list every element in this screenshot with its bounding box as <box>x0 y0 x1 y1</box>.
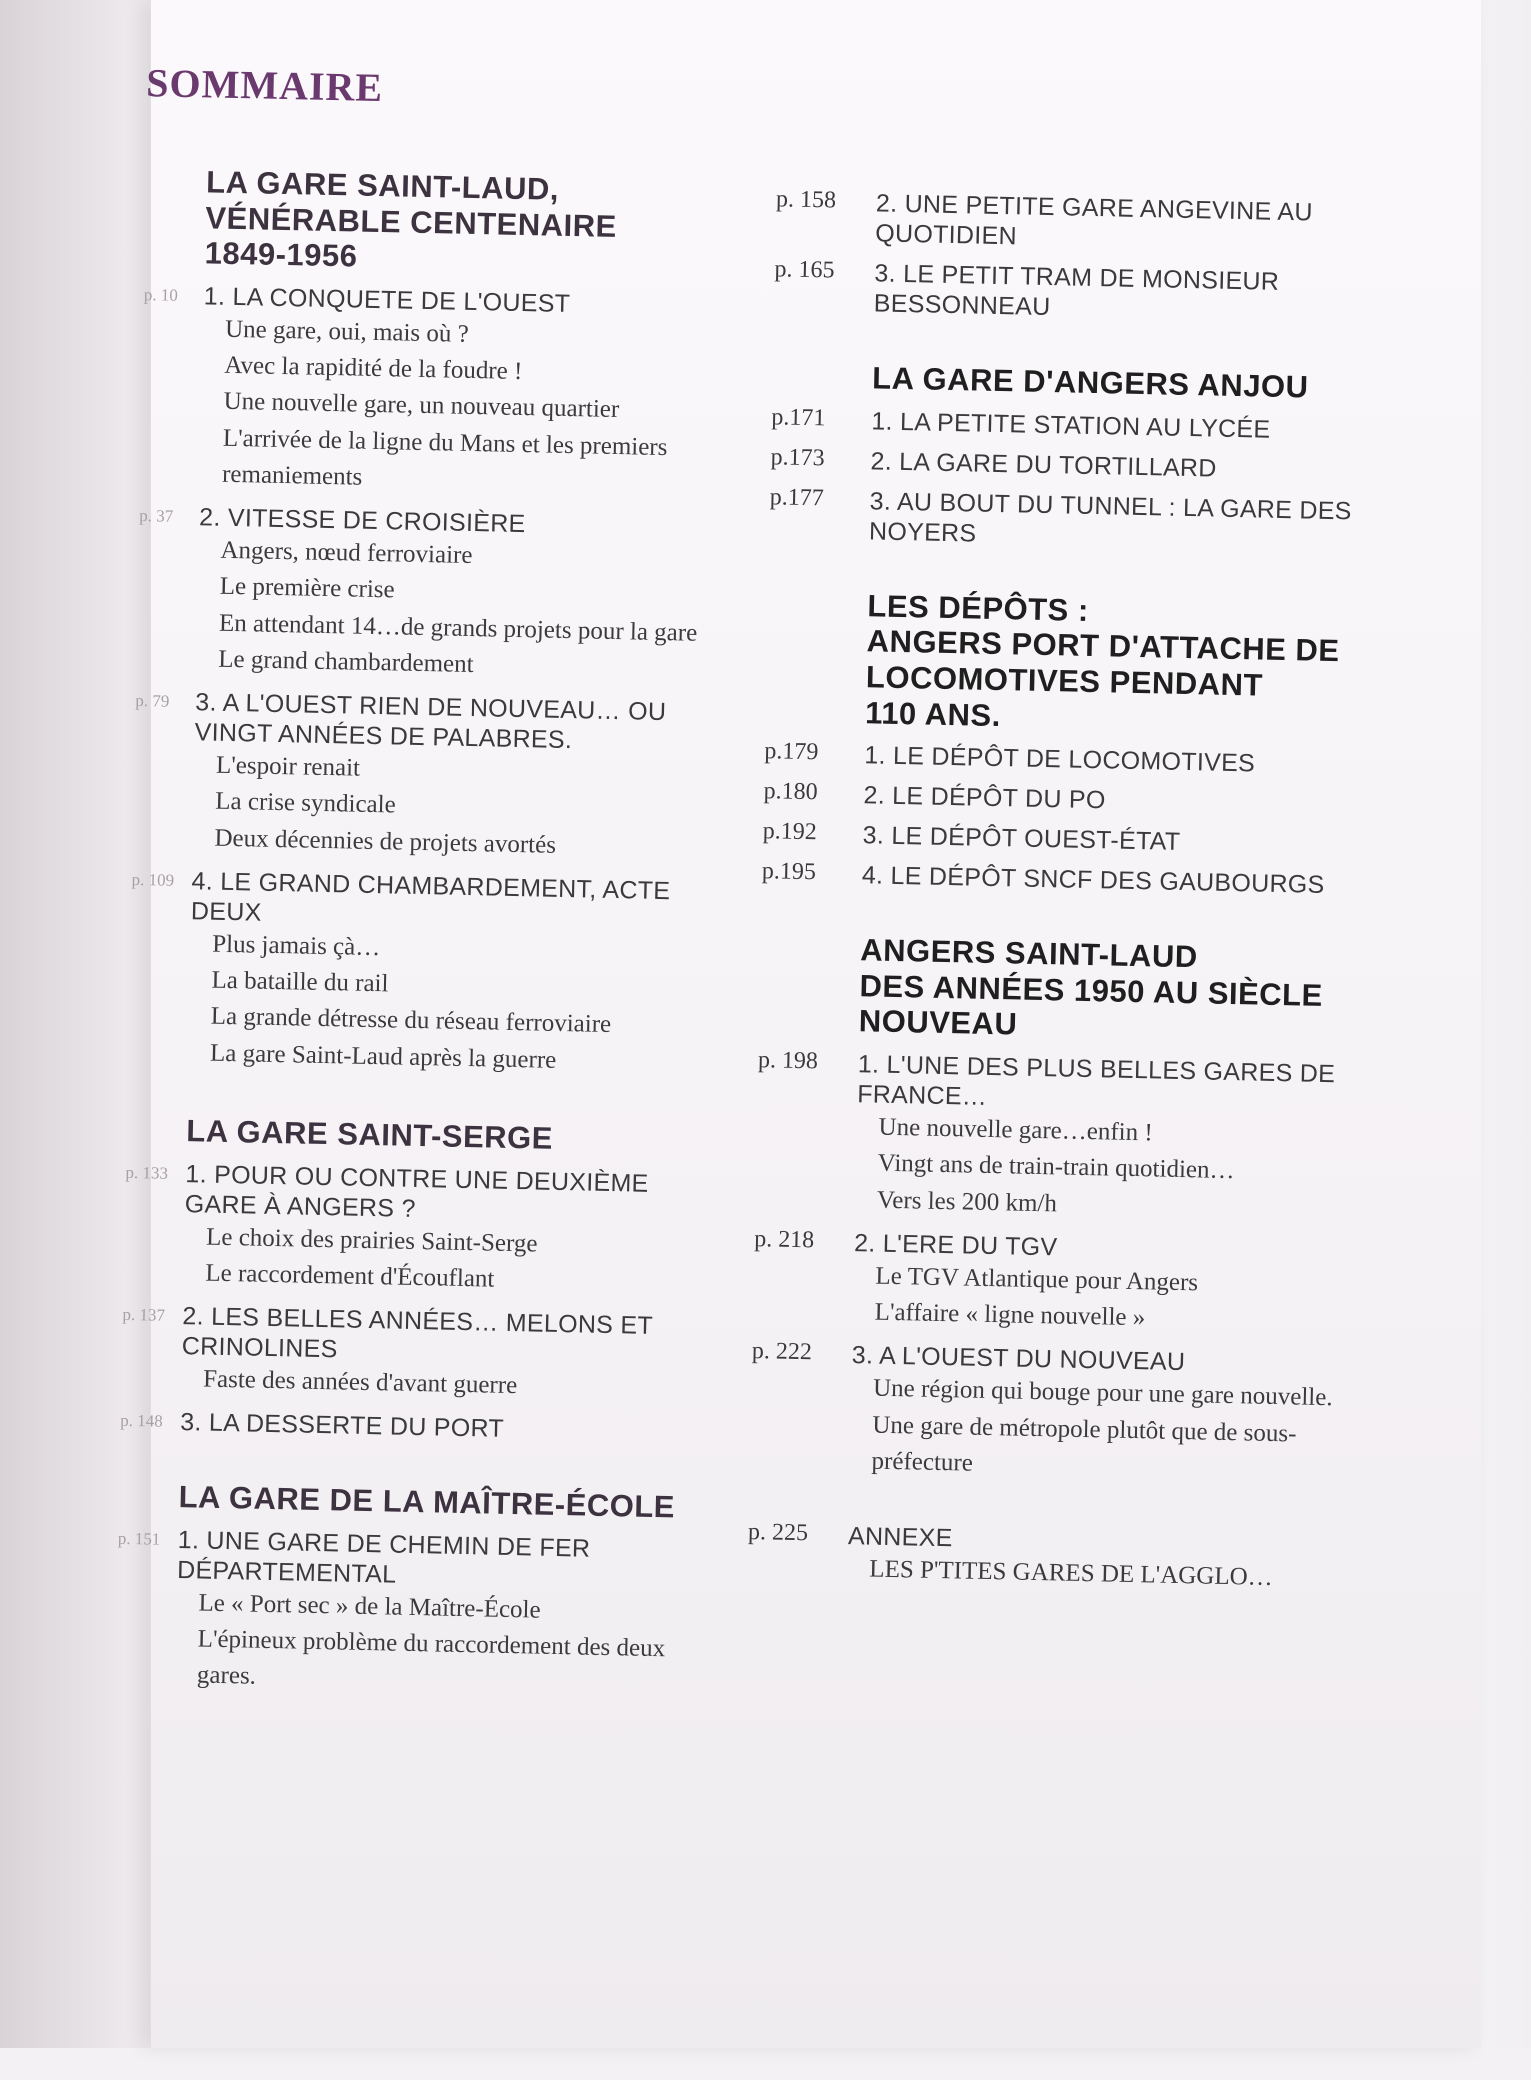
subentry: La grande détresse du réseau ferroviaire <box>210 1003 612 1039</box>
subentry: Une gare, oui, mais où ? <box>224 315 470 348</box>
subentry: Angers, nœud ferroviaire <box>220 536 473 570</box>
page-number: p. 222 <box>751 1338 813 1366</box>
subentry: Le TGV Atlantique pour Angers <box>875 1262 1199 1297</box>
section-heading: LA GARE DE LA MAÎTRE-ÉCOLE <box>178 1479 676 1525</box>
page-number: p. 137 <box>122 1304 166 1325</box>
entry-body <box>864 740 1365 780</box>
page-number: p. 218 <box>753 1225 815 1254</box>
toc-entry <box>755 1047 1358 1228</box>
entry-body <box>863 780 1364 820</box>
entry-body <box>862 860 1363 900</box>
toc-entry <box>770 444 1370 487</box>
page-number: p.173 <box>770 443 825 472</box>
entry-body <box>869 486 1370 556</box>
toc-section <box>774 186 1377 329</box>
section-heading: LA GARE SAINT-SERGE <box>185 1113 554 1156</box>
entry-title: ANNEXE <box>847 1522 953 1553</box>
page-number: p. 165 <box>774 256 835 284</box>
subentry: Le « Port sec » de la Maître-École <box>198 1589 541 1624</box>
section-heading: LA GARE SAINT-LAUD, VÉNÉRABLE CENTENAIRE 1849-1956 <box>204 164 618 274</box>
subentry: L'épineux problème du raccordement des deux gares. <box>196 1625 666 1691</box>
entry-title: 3. LE PETIT TRAM DE MONSIEUR BESSONNEAU <box>873 259 1280 322</box>
page-number: p.177 <box>769 483 825 511</box>
section-heading: ANGERS SAINT-LAUD DES ANNÉES 1950 AU SIÈCLE NOUVEAU <box>858 932 1324 1043</box>
entry-title: 1. LA CONQUETE DE L'OUEST <box>203 282 571 318</box>
page-title: SOMMAIRE <box>145 60 384 111</box>
entry-body <box>188 866 732 1082</box>
page-number: p. 151 <box>117 1528 161 1549</box>
entry-body <box>180 1407 721 1448</box>
toc-section <box>747 1519 1348 1598</box>
section-heading: LES DÉPÔTS : ANGERS PORT D'ATTACHE DE LOCOMOTIVES PENDANT 110 ANS. <box>864 587 1340 733</box>
toc-entry <box>764 738 1364 781</box>
toc-entry <box>774 256 1375 329</box>
subentry: Une nouvelle gare…enfin ! <box>878 1113 1154 1147</box>
page-number: p.192 <box>762 818 818 846</box>
entry-body <box>200 281 744 504</box>
subentry: Le première crise <box>219 573 395 604</box>
subentry: LES P'TITES GARES DE L'AGGLO… <box>869 1555 1273 1592</box>
subentry: Une gare de métropole plutôt que de sous-préfecture <box>871 1411 1297 1477</box>
entry-body <box>871 406 1372 446</box>
right-column <box>746 176 1376 1640</box>
entry-title: 1. UNE GARE DE CHEMIN DE FER DÉPARTEMENTAL <box>176 1526 591 1589</box>
entry-body <box>183 1159 726 1303</box>
entry-body <box>875 188 1376 258</box>
entry-body <box>849 1341 1352 1490</box>
page-number: p.180 <box>763 778 818 806</box>
page-number: p. 133 <box>125 1162 169 1183</box>
section-heading: LA GARE D'ANGERS ANJOU <box>871 360 1309 405</box>
toc-entry <box>123 1157 726 1302</box>
entry-title: 1. LE DÉPÔT DE LOCOMOTIVES <box>864 741 1256 778</box>
toc-entry <box>775 186 1376 259</box>
entry-body <box>870 446 1371 486</box>
toc-entry <box>128 865 732 1083</box>
subentry: L'espoir renait <box>215 751 361 782</box>
toc-entry <box>140 280 744 504</box>
entry-body <box>874 258 1375 328</box>
page-number: p.179 <box>764 738 819 766</box>
entry-title: 1. L'UNE DES PLUS BELLES GARES DE FRANCE… <box>856 1050 1336 1112</box>
entry-body <box>862 820 1363 860</box>
page-number: p. 10 <box>143 285 179 305</box>
toc-section <box>128 163 747 1082</box>
subentry: Faste des années d'avant guerre <box>202 1365 518 1400</box>
entry-title: 3. A L'OUEST DU NOUVEAU <box>851 1341 1186 1377</box>
entry-body <box>175 1525 718 1705</box>
entry-title: 4. LE GRAND CHAMBARDEMENT, ACTE DEUX <box>190 867 671 927</box>
entry-body <box>192 687 735 867</box>
toc-entry <box>763 778 1363 821</box>
entry-title: 2. L'ERE DU TGV <box>853 1229 1058 1262</box>
entry-title: 2. UNE PETITE GARE ANGEVINE AU QUOTIDIEN <box>875 189 1314 251</box>
page-number: p. 158 <box>775 186 837 214</box>
toc-section <box>120 1112 727 1449</box>
toc-entry <box>136 501 740 689</box>
toc-entry <box>752 1226 1354 1341</box>
entry-body <box>196 502 740 688</box>
subentry: Une région qui bouge pour une gare nouvelle. <box>872 1374 1333 1412</box>
subentry: Deux décennies de projets avortés <box>214 824 557 859</box>
subentry: Le raccordement d'Écouflant <box>205 1259 495 1293</box>
subentry: L'arrivée de la ligne du Mans et les premiers remaniements <box>221 424 668 491</box>
toc-entry <box>115 1524 718 1705</box>
subentry: Plus jamais çà… <box>211 930 381 962</box>
entry-title: 2. LA GARE DU TORTILLARD <box>870 446 1217 483</box>
toc-entry <box>132 686 735 867</box>
page-number: p. 225 <box>747 1519 809 1547</box>
entry-title: 2. VITESSE DE CROISIÈRE <box>198 503 526 539</box>
page-number: p. 109 <box>131 869 175 890</box>
entry-title: 3. LE DÉPÔT OUEST-ÉTAT <box>862 821 1181 857</box>
entry-body <box>181 1301 723 1409</box>
toc-entry <box>749 1338 1352 1489</box>
entry-body <box>847 1521 1348 1598</box>
entry-title: 3. A L'OUEST RIEN DE NOUVEAU… OU VINGT ANNÉES DE PALABRES. <box>194 688 667 755</box>
toc-section <box>762 586 1368 901</box>
entry-title: 2. LE DÉPÔT DU PO <box>863 781 1106 815</box>
entry-body <box>855 1049 1358 1228</box>
entry-title: 1. LA PETITE STATION AU LYCÉE <box>871 406 1271 444</box>
subentry: La gare Saint-Laud après la guerre <box>209 1039 557 1074</box>
subentry: Le grand chambardement <box>217 645 474 678</box>
subentry: Vingt ans de train-train quotidien… <box>877 1150 1235 1185</box>
page-number: p. 79 <box>135 691 170 711</box>
page-number: p.171 <box>771 403 826 432</box>
toc-section <box>749 930 1360 1489</box>
page-number: p.195 <box>761 858 817 886</box>
toc-entry <box>120 1406 720 1449</box>
page-number: p. 198 <box>757 1047 819 1075</box>
toc-section <box>769 358 1373 556</box>
entry-title: 1. POUR OU CONTRE UNE DEUXIÈME GARE À ANGERS ? <box>184 1159 649 1223</box>
subentry: Vers les 200 km/h <box>876 1186 1058 1218</box>
entry-title: 4. LE DÉPÔT SNCF DES GAUBOURGS <box>861 861 1325 900</box>
entry-title: 3. AU BOUT DU TUNNEL : LA GARE DES NOYERS <box>868 486 1352 548</box>
left-column <box>114 163 747 1747</box>
page-number: p. 37 <box>139 506 174 526</box>
toc-entry <box>771 404 1371 447</box>
toc-entry <box>762 858 1362 901</box>
subentry: L'affaire « ligne nouvelle » <box>874 1298 1146 1332</box>
entry-title: 3. LA DESSERTE DU PORT <box>179 1408 505 1444</box>
subentry: Le choix des prairies Saint-Serge <box>205 1223 538 1258</box>
subentry: Avec la rapidité de la foudre ! <box>224 351 523 386</box>
page-number: p. 148 <box>120 1411 163 1432</box>
subentry: La crise syndicale <box>214 788 396 819</box>
toc-section <box>115 1478 719 1705</box>
toc-entry <box>747 1519 1348 1598</box>
subentry: En attendant 14…de grands projets pour la gare <box>218 609 698 647</box>
subentry: Une nouvelle gare, un nouveau quartier <box>223 388 620 424</box>
toc-entry <box>762 818 1362 861</box>
toc-entry <box>121 1300 723 1409</box>
entry-title: 2. LES BELLES ANNÉES… MELONS ET CRINOLINES <box>181 1302 653 1364</box>
entry-body <box>852 1228 1354 1341</box>
toc-entry <box>769 484 1370 557</box>
subentry: La bataille du rail <box>211 966 389 998</box>
